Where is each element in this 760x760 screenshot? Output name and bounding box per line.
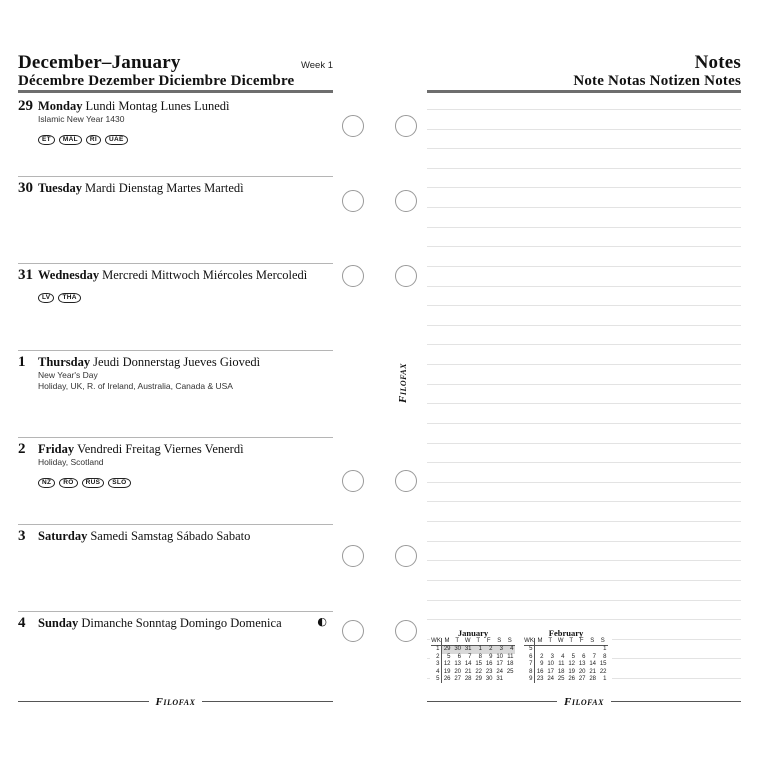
- day-translations: Dimanche Sonntag Domingo Domenica: [81, 616, 282, 630]
- footer-rule-left: [18, 701, 149, 702]
- country-badge: UAE: [105, 135, 128, 145]
- calendar-day: 26: [568, 676, 575, 683]
- ruled-line: [427, 482, 741, 483]
- ruled-lines: [427, 95, 741, 687]
- event-text: New Year's Day: [38, 370, 98, 380]
- ruled-line: [427, 619, 741, 620]
- ruled-line: [427, 600, 741, 601]
- ruled-line: [427, 148, 741, 149]
- country-badges: [38, 471, 333, 489]
- calendar-week-row: [431, 654, 515, 661]
- ruled-line: [427, 168, 741, 169]
- day-heading: [18, 615, 333, 631]
- ruled-line: [427, 423, 741, 424]
- calendar-day: 3: [550, 653, 554, 660]
- day-heading: [18, 528, 333, 544]
- calendar-header-cell: WK: [524, 638, 534, 644]
- calendar-day: 8: [603, 653, 607, 660]
- calendar-day: [535, 646, 546, 654]
- calendar-day: 1: [473, 646, 484, 654]
- calendar-header-cell: M: [535, 638, 546, 646]
- calendar-week-row: [431, 676, 515, 683]
- calendar-day: 28: [589, 676, 596, 683]
- country-badge: RO: [59, 478, 77, 488]
- calendar-header-cell: T: [545, 638, 556, 646]
- calendar-day: 14: [589, 661, 596, 668]
- calendar-week-current: [431, 646, 515, 654]
- calendar-day: 29: [475, 676, 482, 683]
- calendar-day: 7: [592, 653, 596, 660]
- calendar-week-row: [431, 661, 515, 668]
- day-list: [18, 95, 333, 691]
- country-badge: RUS: [82, 478, 105, 488]
- ruled-line: [427, 129, 741, 130]
- day-translations: Jeudi Donnerstag Jueves Giovedì: [93, 355, 261, 369]
- calendar-week-row: [524, 669, 608, 676]
- calendar-day: 19: [568, 668, 575, 675]
- calendar-day: 8: [478, 653, 482, 660]
- calendar-day: 17: [496, 661, 503, 668]
- footer-rule-right: [611, 701, 741, 702]
- day-weekday: Tuesday: [38, 181, 83, 195]
- filofax-logo: filofax: [155, 693, 196, 709]
- calendar-header-cell: T: [452, 638, 463, 646]
- calendar-day: 13: [454, 661, 461, 668]
- calendar-day: [545, 646, 556, 654]
- calendar-day: 6: [457, 653, 461, 660]
- day-number: 3: [18, 528, 26, 544]
- calendar-header-row: [431, 638, 515, 646]
- calendar-day: 11: [507, 653, 514, 660]
- day-weekday: Sunday: [38, 616, 79, 630]
- day-heading: [18, 267, 333, 283]
- calendar-day: 2: [540, 653, 544, 660]
- calendar-day: 4: [505, 646, 516, 654]
- ruled-line: [427, 286, 741, 287]
- filofax-logo-vertical: filofax: [394, 363, 410, 403]
- ruled-line: [427, 580, 741, 581]
- calendar-day: 9: [540, 661, 544, 668]
- day-weekday: Monday: [38, 99, 83, 113]
- calendar-week-row: [524, 646, 608, 654]
- ruled-line: [427, 384, 741, 385]
- calendar-day: 22: [599, 668, 607, 675]
- calendar-header-cell: S: [598, 638, 609, 646]
- country-badge: SLO: [108, 478, 130, 488]
- calendar-day: [587, 646, 598, 654]
- punch-hole: [395, 470, 417, 492]
- punch-hole: [342, 545, 364, 567]
- day-heading: [18, 354, 333, 370]
- calendar-day: [505, 676, 516, 683]
- country-badge: RI: [86, 135, 101, 145]
- day-number: 31: [18, 267, 33, 283]
- ruled-line: [427, 187, 741, 188]
- ruled-line: [427, 227, 741, 228]
- calendar-day: 21: [464, 668, 472, 675]
- week-number: 6: [524, 654, 535, 661]
- calendar-day: 22: [475, 668, 482, 675]
- footer-rule-right: [202, 701, 333, 702]
- notes-header: [427, 52, 741, 93]
- calendar-day: 21: [589, 668, 596, 675]
- country-badge: ET: [38, 135, 55, 145]
- calendar-day: 13: [578, 661, 586, 668]
- calendar-day: 31: [496, 676, 503, 683]
- diary-header-row: [18, 52, 333, 73]
- calendar-day: 20: [578, 668, 586, 675]
- calendar-day: 10: [496, 653, 503, 660]
- calendar-day: 12: [443, 661, 451, 668]
- ruled-line: [427, 109, 741, 110]
- calendar-day: 18: [557, 668, 565, 675]
- calendar-day: 24: [496, 668, 503, 675]
- calendar-day: 25: [557, 676, 565, 683]
- calendar-day: 12: [568, 661, 575, 668]
- calendar-day: 30: [485, 676, 493, 683]
- calendar-header-cell: W: [556, 638, 567, 646]
- day-row-thursday: [18, 350, 333, 437]
- punch-hole: [342, 470, 364, 492]
- calendar-table: [524, 638, 608, 683]
- week-number: 2: [431, 654, 442, 661]
- calendar-day: 14: [464, 661, 472, 668]
- calendar-day: 4: [561, 653, 565, 660]
- calendar-day: 11: [558, 661, 565, 668]
- day-heading: [18, 98, 333, 114]
- calendar-day: 3: [494, 646, 505, 654]
- week-number: 5: [524, 646, 535, 654]
- calendar-day: 29: [442, 646, 453, 654]
- calendar-week-row: [431, 669, 515, 676]
- calendar-day: 18: [506, 661, 514, 668]
- day-heading: [18, 180, 333, 196]
- ruled-line: [427, 443, 741, 444]
- punch-hole: [342, 190, 364, 212]
- calendar-day: 31: [463, 646, 474, 654]
- day-heading: [18, 441, 333, 457]
- calendar-header-cell: M: [442, 638, 453, 646]
- footer-rule-left: [427, 701, 557, 702]
- calendar-header-cell: S: [505, 638, 516, 646]
- country-badge: THA: [58, 293, 80, 303]
- day-row-sunday: [18, 611, 333, 691]
- calendar-day: 23: [536, 676, 544, 683]
- calendar-day: 5: [571, 653, 575, 660]
- punch-hole: [342, 620, 364, 642]
- calendar-day: 27: [578, 676, 586, 683]
- day-number: 30: [18, 180, 33, 196]
- ruled-line: [427, 325, 741, 326]
- filofax-logo: filofax: [564, 693, 604, 709]
- week-number: 7: [524, 661, 535, 668]
- calendar-header-row: [524, 638, 608, 646]
- calendar-day: 17: [547, 668, 554, 675]
- week-number: 1: [431, 646, 442, 654]
- ruled-line: [427, 305, 741, 306]
- week-number: 5: [431, 676, 442, 683]
- calendar-day: 30: [452, 646, 463, 654]
- ruled-line: [427, 501, 741, 502]
- calendar-week-row: [524, 661, 608, 668]
- day-translations: Lundi Montag Lunes Lunedì: [85, 99, 230, 113]
- calendar-day: 2: [484, 646, 495, 654]
- calendar-day: 19: [443, 668, 451, 675]
- event-text: Holiday, UK, R. of Ireland, Australia, Canada & USA: [38, 381, 233, 391]
- calendar-day: 9: [489, 653, 493, 660]
- calendar-day: 16: [536, 668, 544, 675]
- calendar-header-cell: S: [587, 638, 598, 646]
- calendar-week-row: [524, 676, 608, 683]
- calendar-header-cell: S: [494, 638, 505, 646]
- country-badges: [38, 128, 333, 146]
- calendar-day: 27: [454, 676, 461, 683]
- day-row-tuesday: [18, 176, 333, 263]
- notes-subtitle: Note Notas Notizen Notes: [573, 73, 741, 89]
- ruled-line: [427, 541, 741, 542]
- ruled-line: [427, 246, 741, 247]
- country-badge: NZ: [38, 478, 55, 488]
- punch-hole: [395, 115, 417, 137]
- ruled-line: [427, 560, 741, 561]
- punch-hole: [342, 265, 364, 287]
- calendar-header-cell: T: [473, 638, 484, 646]
- day-row-wednesday: [18, 263, 333, 350]
- diary-header: [18, 52, 333, 93]
- calendar-day: [577, 646, 588, 654]
- punch-hole: [395, 190, 417, 212]
- country-badge: MAL: [59, 135, 82, 145]
- day-translations: Samedi Samstag Sábado Sabato: [90, 529, 251, 543]
- day-number: 1: [18, 354, 26, 370]
- calendar-title: February: [548, 628, 584, 638]
- punch-hole: [342, 115, 364, 137]
- calendar-day: 26: [443, 676, 451, 683]
- notes-title: Notes: [694, 52, 741, 73]
- day-number: 29: [18, 98, 33, 114]
- week-number: 4: [431, 669, 442, 676]
- day-weekday: Friday: [38, 442, 75, 456]
- day-row-friday: [18, 437, 333, 524]
- country-badges: [38, 286, 333, 304]
- page-title: December–January: [18, 52, 181, 73]
- calendar-day: 1: [603, 676, 607, 683]
- calendar-day: 28: [464, 676, 472, 683]
- calendar-day: [556, 646, 567, 654]
- ruled-line: [427, 462, 741, 463]
- punch-hole: [395, 545, 417, 567]
- week-number: 8: [524, 669, 535, 676]
- week-number: 9: [524, 676, 535, 683]
- calendar-day: [566, 646, 577, 654]
- day-translations: Mardi Dienstag Martes Martedì: [85, 181, 244, 195]
- ruled-line: [427, 207, 741, 208]
- week-number: 3: [431, 661, 442, 668]
- day-row-saturday: [18, 524, 333, 611]
- day-weekday: Thursday: [38, 355, 91, 369]
- calendar-header-cell: F: [577, 638, 588, 646]
- day-number: 2: [18, 441, 26, 457]
- day-weekday: Wednesday: [38, 268, 100, 282]
- calendar-day: 10: [547, 661, 554, 668]
- day-translations: Vendredi Freitag Viernes Venerdì: [77, 442, 244, 456]
- ruled-line: [427, 403, 741, 404]
- calendar-header-cell: T: [566, 638, 577, 646]
- calendar-day: 23: [485, 668, 493, 675]
- event-text: Holiday, Scotland: [38, 457, 104, 467]
- week-label: Week 1: [300, 60, 333, 71]
- day-row-monday: [18, 95, 333, 176]
- ruled-line: [427, 266, 741, 267]
- calendar-day: 1: [603, 646, 607, 653]
- diary-footer: [18, 693, 333, 710]
- calendar-title: January: [457, 628, 489, 638]
- notes-footer: [427, 693, 741, 710]
- calendar-header-cell: W: [463, 638, 474, 646]
- ruled-line: [427, 344, 741, 345]
- ruled-line: [427, 521, 741, 522]
- calendar-day: 7: [468, 653, 472, 660]
- calendar-table: [431, 638, 515, 683]
- page-subtitle: Décembre Dezember Diciembre Dicembre: [18, 73, 295, 89]
- calendar-week-row: [524, 654, 608, 661]
- mini-calendars: [430, 627, 612, 685]
- calendar-day: 24: [547, 676, 554, 683]
- ruled-line: [427, 364, 741, 365]
- punch-hole: [395, 620, 417, 642]
- calendar-day: 15: [475, 661, 482, 668]
- calendar-day: 5: [447, 653, 451, 660]
- calendar-day: 15: [599, 661, 607, 668]
- mini-calendar-february: [524, 628, 608, 683]
- event-text: Islamic New Year 1430: [38, 114, 125, 124]
- calendar-day: 25: [506, 668, 514, 675]
- calendar-day: 6: [582, 653, 586, 660]
- mini-calendar-january: [431, 628, 515, 683]
- calendar-day: 20: [454, 668, 461, 675]
- calendar-day: 16: [485, 661, 493, 668]
- moon-phase-icon: ◐: [317, 615, 327, 628]
- day-translations: Mercredi Mittwoch Miércoles Mercoledì: [102, 268, 308, 282]
- calendar-header-cell: WK: [431, 638, 441, 644]
- calendar-header-cell: F: [484, 638, 495, 646]
- day-weekday: Saturday: [38, 529, 88, 543]
- country-badge: LV: [38, 293, 54, 303]
- punch-hole: [395, 265, 417, 287]
- day-number: 4: [18, 615, 26, 631]
